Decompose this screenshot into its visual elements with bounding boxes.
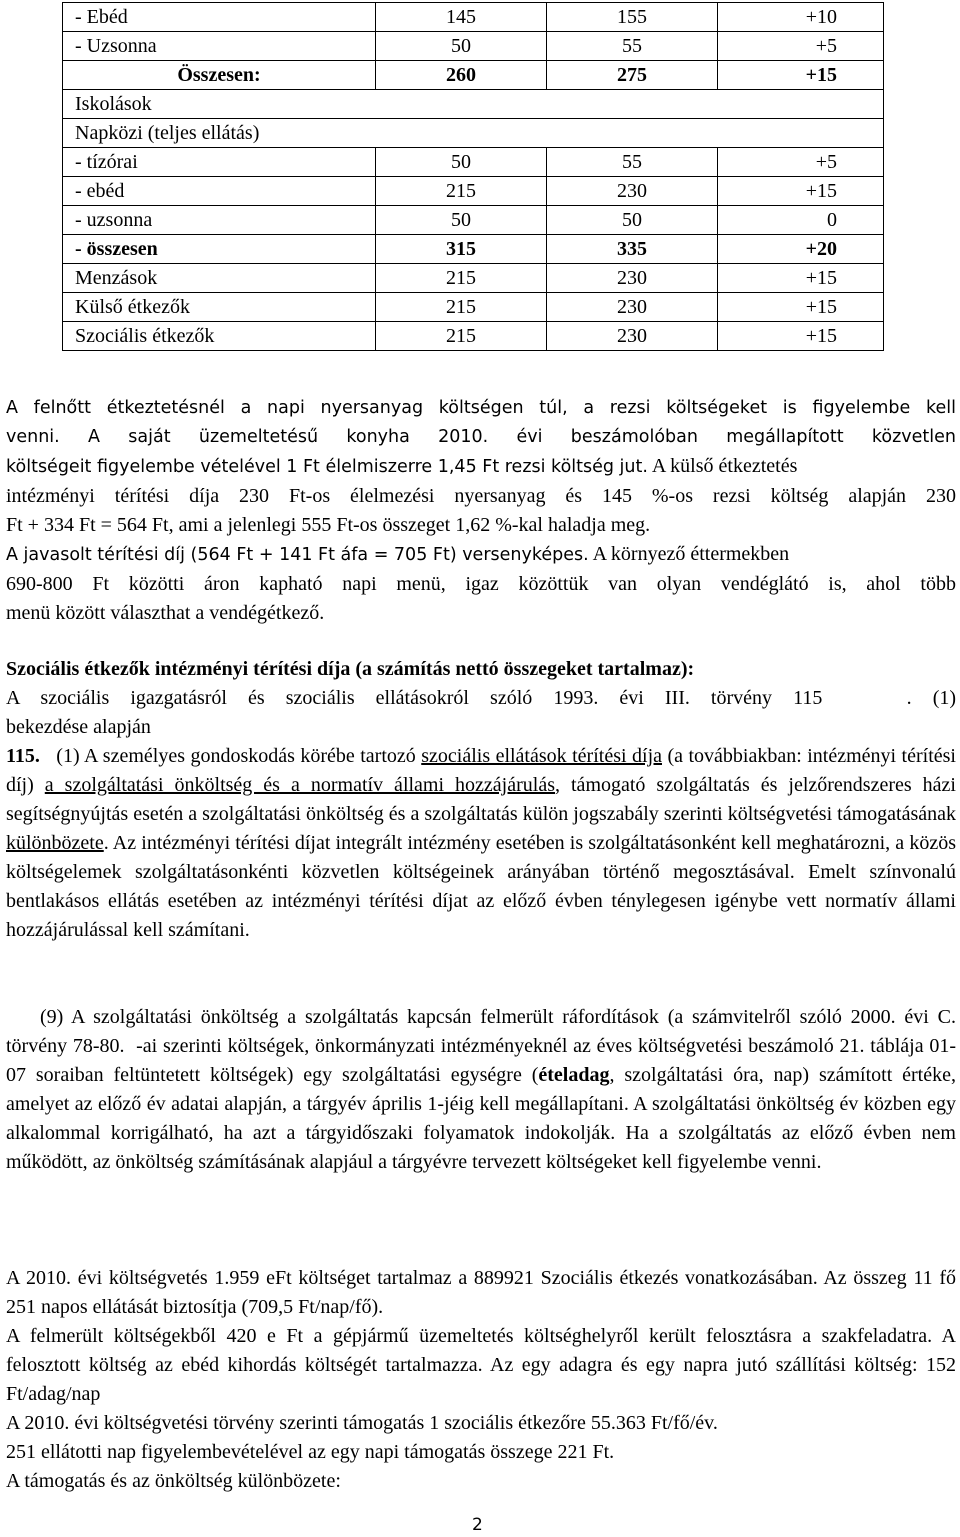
paragraph-9-text: -ai szerinti költségek, önkormányzati intézményeknél az éves költségvetési beszámoló 21. táblája 01-07 soraiban feltüntetett költségek) egy szolgáltatási egységre ( [6, 1035, 957, 1086]
row-label-cell: - Ebéd [63, 3, 376, 32]
row-label-cell: - tízórai [63, 148, 376, 177]
value-cell-2011: 230 [547, 177, 718, 206]
table-row [63, 322, 884, 351]
table-row [63, 32, 884, 61]
value-cell-2011: 335 [547, 235, 718, 264]
text-line: A környező éttermekben [588, 543, 790, 565]
difference-cell: +20 [718, 235, 884, 264]
section-heading: Szociális étkezők intézményi térítési díja (a számítás nettó összegeket tartalmaz): [6, 658, 695, 680]
difference-cell: +5 [718, 148, 884, 177]
table-row [63, 235, 884, 264]
value-cell-2010: 215 [376, 293, 547, 322]
section-115-text: , támogató szolgáltatás és jelzőrendszeres házi segítségnyújtás esetén a szolgáltatási önköltség és a szolgáltatás külön jogszabály szerinti költségvetési támogatásának [6, 774, 956, 825]
difference-line: A támogatás és az önköltség különbözete: [6, 1470, 341, 1492]
paragraph-9-text: (9) A szolgáltatási önköltség a szolgáltatás kapcsán felmerült ráfordítások (a számvitelről szóló 2000. évi C. törvény 78-80. [6, 1006, 956, 1057]
section-sign-glyph [822, 687, 906, 709]
difference-cell: +15 [718, 177, 884, 206]
difference-cell: +15 [718, 322, 884, 351]
table-row [63, 148, 884, 177]
underlined-term: szociális ellátások térítési díja [421, 745, 662, 767]
text-line: venni. A saját üzemeltetésű konyha 2010. évi beszámolóban megállapított közvetlen [6, 427, 956, 447]
text-line: A felnőtt étkeztetésnél a napi nyersanyag költségen túl, a rezsi költségeket is figyelembe kell [6, 398, 956, 418]
text-line: költségeit figyelembe vételével 1 Ft élelmiszerre 1,45 Ft rezsi költség jut. [6, 457, 648, 477]
table-row [63, 206, 884, 235]
law-intro-text-2: . (1) [906, 687, 957, 709]
section-sign-glyph [40, 745, 51, 767]
subsidy-line: A 2010. évi költségvetési törvény szerinti támogatás 1 szociális étkezőre 55.363 Ft/fő/év. [6, 1412, 718, 1434]
row-label-cell: - uzsonna [63, 206, 376, 235]
row-label-cell: - Uzsonna [63, 32, 376, 61]
bold-term: ételadag [538, 1064, 610, 1086]
section-115-text: (1) A személyes gondoskodás körébe tartozó [50, 745, 422, 767]
row-label-cell: Összesen: [63, 61, 376, 90]
difference-cell: +5 [718, 32, 884, 61]
value-cell-2010: 50 [376, 206, 547, 235]
value-cell-2011: 55 [547, 148, 718, 177]
section-115-text: . Az intézményi térítési díjat integrált intézmény esetében is szolgáltatásonként kell meghatározni, a közös költségelemek szolgáltatásonkénti közvetlen költségeinek arányában történő megosztásával. Emelt színvonalú bentlakásos ellátás esetében az intézményi térítési díjat az előző évben ténylegesen igénybe vett normatív állami hozzájárulással kell számítani. [6, 832, 956, 941]
section-115-paragraph [6, 742, 956, 945]
value-cell-2011: 275 [547, 61, 718, 90]
section-115-number: 115. [6, 745, 40, 767]
daily-subsidy-line: 251 ellátotti nap figyelembevételével az egy napi támogatás összege 221 Ft. [6, 1441, 615, 1463]
law-intro-text: A szociális igazgatásról és szociális ellátásokról szóló 1993. évi III. törvény 115 [6, 687, 823, 709]
meal-count-table-body [63, 3, 884, 351]
underlined-term: különbözete [6, 832, 104, 854]
row-label-cell: Iskolások [63, 90, 884, 119]
text-line: Ft + 334 Ft = 564 Ft, ami a jelenlegi 555 Ft-os összeget 1,62 %-kal haladja meg. [6, 514, 651, 536]
table-row [63, 177, 884, 206]
table-row [63, 264, 884, 293]
table-row [63, 119, 884, 148]
row-label-cell: Menzások [63, 264, 376, 293]
table-row [63, 90, 884, 119]
text-line: A külső étkeztetés [647, 455, 798, 477]
difference-cell: +15 [718, 293, 884, 322]
row-label-cell: Napközi (teljes ellátás) [63, 119, 884, 148]
table-row [63, 293, 884, 322]
value-cell-2011: 155 [547, 3, 718, 32]
difference-cell: 0 [718, 206, 884, 235]
row-label-cell: - ebéd [63, 177, 376, 206]
law-intro-line2: bekezdése alapján [6, 716, 151, 738]
adult-catering-paragraph [6, 394, 956, 628]
value-cell-2010: 50 [376, 32, 547, 61]
text-line: A javasolt térítési díj (564 Ft + 141 Ft áfa = 705 Ft) versenyképes. [6, 545, 589, 565]
value-cell-2011: 230 [547, 322, 718, 351]
value-cell-2010: 215 [376, 322, 547, 351]
transport-cost-paragraph: A felmerült költségekből 420 e Ft a gépjármű üzemeltetés költséghelyről került felosztásra a szakfeladatra. A felosztott költség az ebéd kihordás költségét tartalmazza. Az egy adagra és egy napra jutó szállítási költség: 152 Ft/adag/nap [6, 1325, 956, 1405]
difference-cell: +15 [718, 264, 884, 293]
difference-cell: +15 [718, 61, 884, 90]
paragraph-9 [6, 1003, 956, 1177]
value-cell-2011: 55 [547, 32, 718, 61]
value-cell-2011: 230 [547, 264, 718, 293]
text-line: menü között választhat a vendégétkező. [6, 602, 325, 624]
text-line: 690-800 Ft közötti áron kapható napi menü, igaz közöttük van olyan vendéglátó is, ahol több [6, 573, 956, 595]
value-cell-2010: 50 [376, 148, 547, 177]
paragraph-9-text: , szolgáltatási óra, nap) számított értéke, amelyet az előző év adatai alapján, a tárgyév április 1-jéig kell megállapítani. A szolgáltatási önköltség év közben egy alkalommal korrigálható, ha azt a tárgyidőszaki folyamatok indokolják. Ha a szolgáltatás az előző évben nem működött, az önköltség számításának alapjául a tárgyévre tervezett költségeket kell figyelembe venni. [6, 1064, 956, 1173]
value-cell-2010: 215 [376, 177, 547, 206]
value-cell-2011: 50 [547, 206, 718, 235]
underlined-term: a szolgáltatási önköltség és a normatív állami hozzájárulás [44, 774, 555, 796]
value-cell-2010: 315 [376, 235, 547, 264]
value-cell-2010: 215 [376, 264, 547, 293]
row-label-cell: - összesen [63, 235, 376, 264]
text-line: intézményi térítési díja 230 Ft-os élelmezési nyersanyag és 145 %-os rezsi költség alapján 230 [6, 485, 956, 507]
difference-cell: +10 [718, 3, 884, 32]
budget-paragraph: A 2010. évi költségvetés 1.959 eFt költséget tartalmaz a 889921 Szociális étkezés vonatkozásában. Az összeg 11 fő 251 napos ellátását biztosítja (709,5 Ft/nap/fő). [6, 1267, 956, 1318]
row-label-cell: Szociális étkezők [63, 322, 376, 351]
table-row [63, 61, 884, 90]
value-cell-2011: 230 [547, 293, 718, 322]
meal-count-table [62, 2, 884, 351]
page-number: 2 [472, 1515, 483, 1535]
section-sign-glyph [125, 1035, 137, 1057]
section-115-text: (a továbbiakban: intézményi térítési díj) [6, 745, 956, 796]
row-label-cell: Külső étkezők [63, 293, 376, 322]
value-cell-2010: 260 [376, 61, 547, 90]
table-row [63, 3, 884, 32]
law-intro [6, 684, 956, 713]
value-cell-2010: 145 [376, 3, 547, 32]
